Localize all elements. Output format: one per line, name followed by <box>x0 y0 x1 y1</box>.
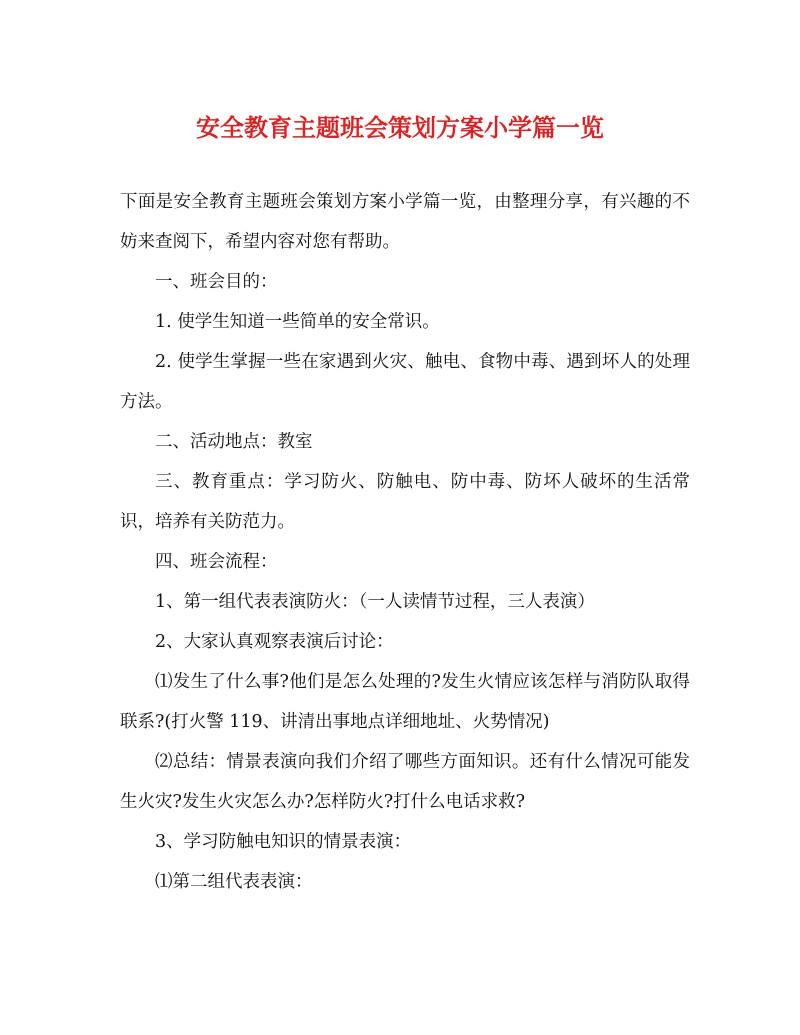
electric-item-1: ⑴第二组代表表演： <box>155 872 313 892</box>
document-body <box>120 182 690 902</box>
purpose-item-2: 2. 使学生掌握一些在家遇到火灾、触电、食物中毒、遇到坏人的处理方法。 <box>120 352 690 412</box>
discussion-item-2: ⑵总结：情景表演向我们介绍了哪些方面知识。还有什么情况可能发生火灾?发生火灾怎么办?怎样防火?打什么电话求救? <box>120 752 690 812</box>
process-step-3: 3、学习防触电知识的情景表演： <box>155 832 412 852</box>
document-title: 安全教育主题班会策划方案小学篇一览 <box>196 113 604 142</box>
discussion-item-1: ⑴发生了什么事?他们是怎么处理的?发生火情应该怎样与消防队取得联系?(打火警 119、讲清出事地点详细地址、火势情况) <box>120 672 690 732</box>
purpose-item-1: 1. 使学生知道一些简单的安全常识。 <box>155 312 440 332</box>
section-heading-focus: 三、教育重点：学习防火、防触电、防中毒、防坏人破坏的生活常识，培养有关防范力。 <box>120 472 690 532</box>
process-step-1: 1、第一组代表表演防火：（一人读情节过程，三人表演） <box>155 592 595 612</box>
intro-paragraph: 下面是安全教育主题班会策划方案小学篇一览，由整理分享，有兴趣的不妨来查阅下，希望内容对您有帮助。 <box>120 192 690 252</box>
process-step-2: 2、大家认真观察表演后讨论： <box>155 632 394 652</box>
section-heading-process: 四、班会流程： <box>155 552 278 572</box>
section-heading-purpose: 一、班会目的： <box>155 272 278 292</box>
section-heading-location: 二、活动地点：教室 <box>155 432 313 452</box>
